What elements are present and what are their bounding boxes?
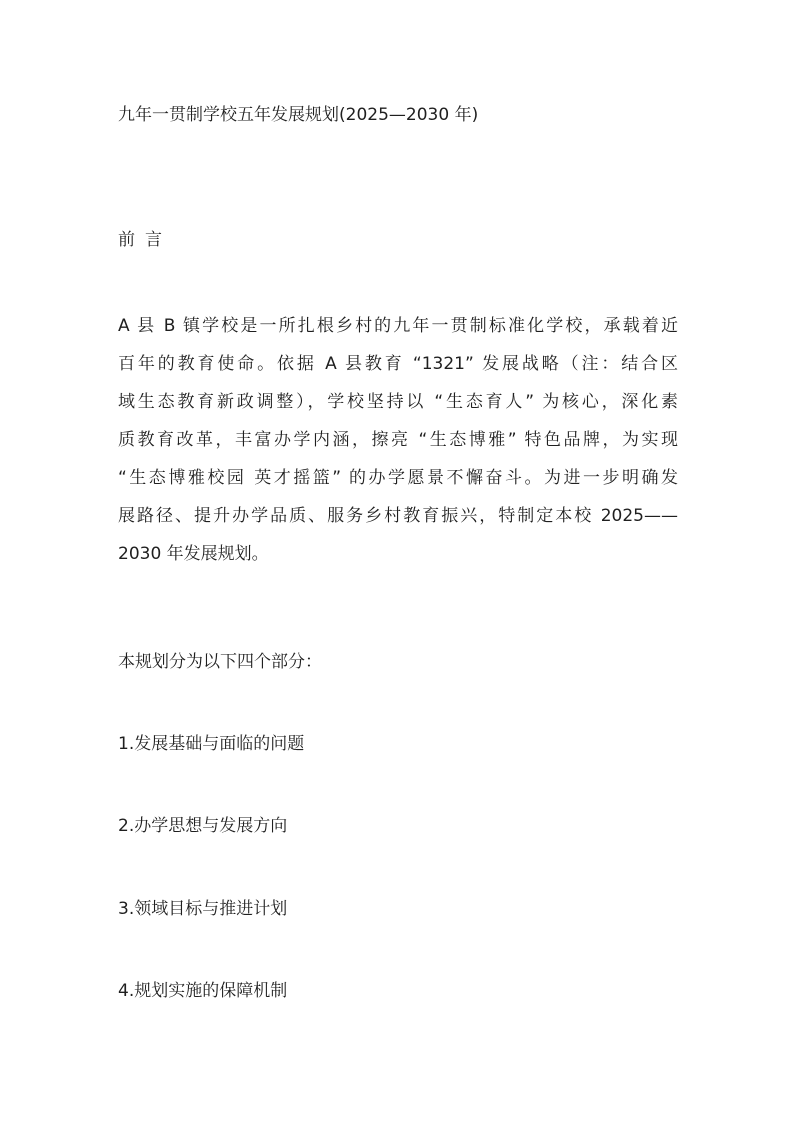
paragraph-line: 展路径、提升办学品质、服务乡村教育振兴，特制定本校 2025—— — [118, 506, 678, 526]
preface-paragraph — [118, 316, 678, 582]
outline-item-2: 2.办学思想与发展方向 — [118, 816, 288, 836]
paragraph-line: 2030 年发展规划。 — [118, 544, 269, 564]
paragraph-line: “生态博雅校园 英才摇篮” 的办学愿景不懈奋斗。为进一步明确发 — [118, 468, 678, 488]
paragraph-line: 百年的教育使命。依据 A 县教育 “1321” 发展战略（注：结合区 — [118, 354, 678, 374]
paragraph-line: 域生态教育新政调整），学校坚持以 “生态育人” 为核心，深化素 — [118, 392, 678, 412]
outline-intro: 本规划分为以下四个部分： — [118, 652, 322, 672]
preface-heading: 前言 — [118, 230, 172, 250]
outline-item-3: 3.领域目标与推进计划 — [118, 899, 288, 919]
outline-item-1: 1.发展基础与面临的问题 — [118, 734, 305, 754]
paragraph-line: 质教育改革，丰富办学内涵，擦亮 “生态博雅” 特色品牌，为实现 — [118, 430, 678, 450]
outline-item-4: 4.规划实施的保障机制 — [118, 981, 288, 1001]
paragraph-line: A 县 B 镇学校是一所扎根乡村的九年一贯制标准化学校，承载着近 — [118, 316, 678, 336]
document-title: 九年一贯制学校五年发展规划(2025—2030 年) — [118, 105, 479, 125]
